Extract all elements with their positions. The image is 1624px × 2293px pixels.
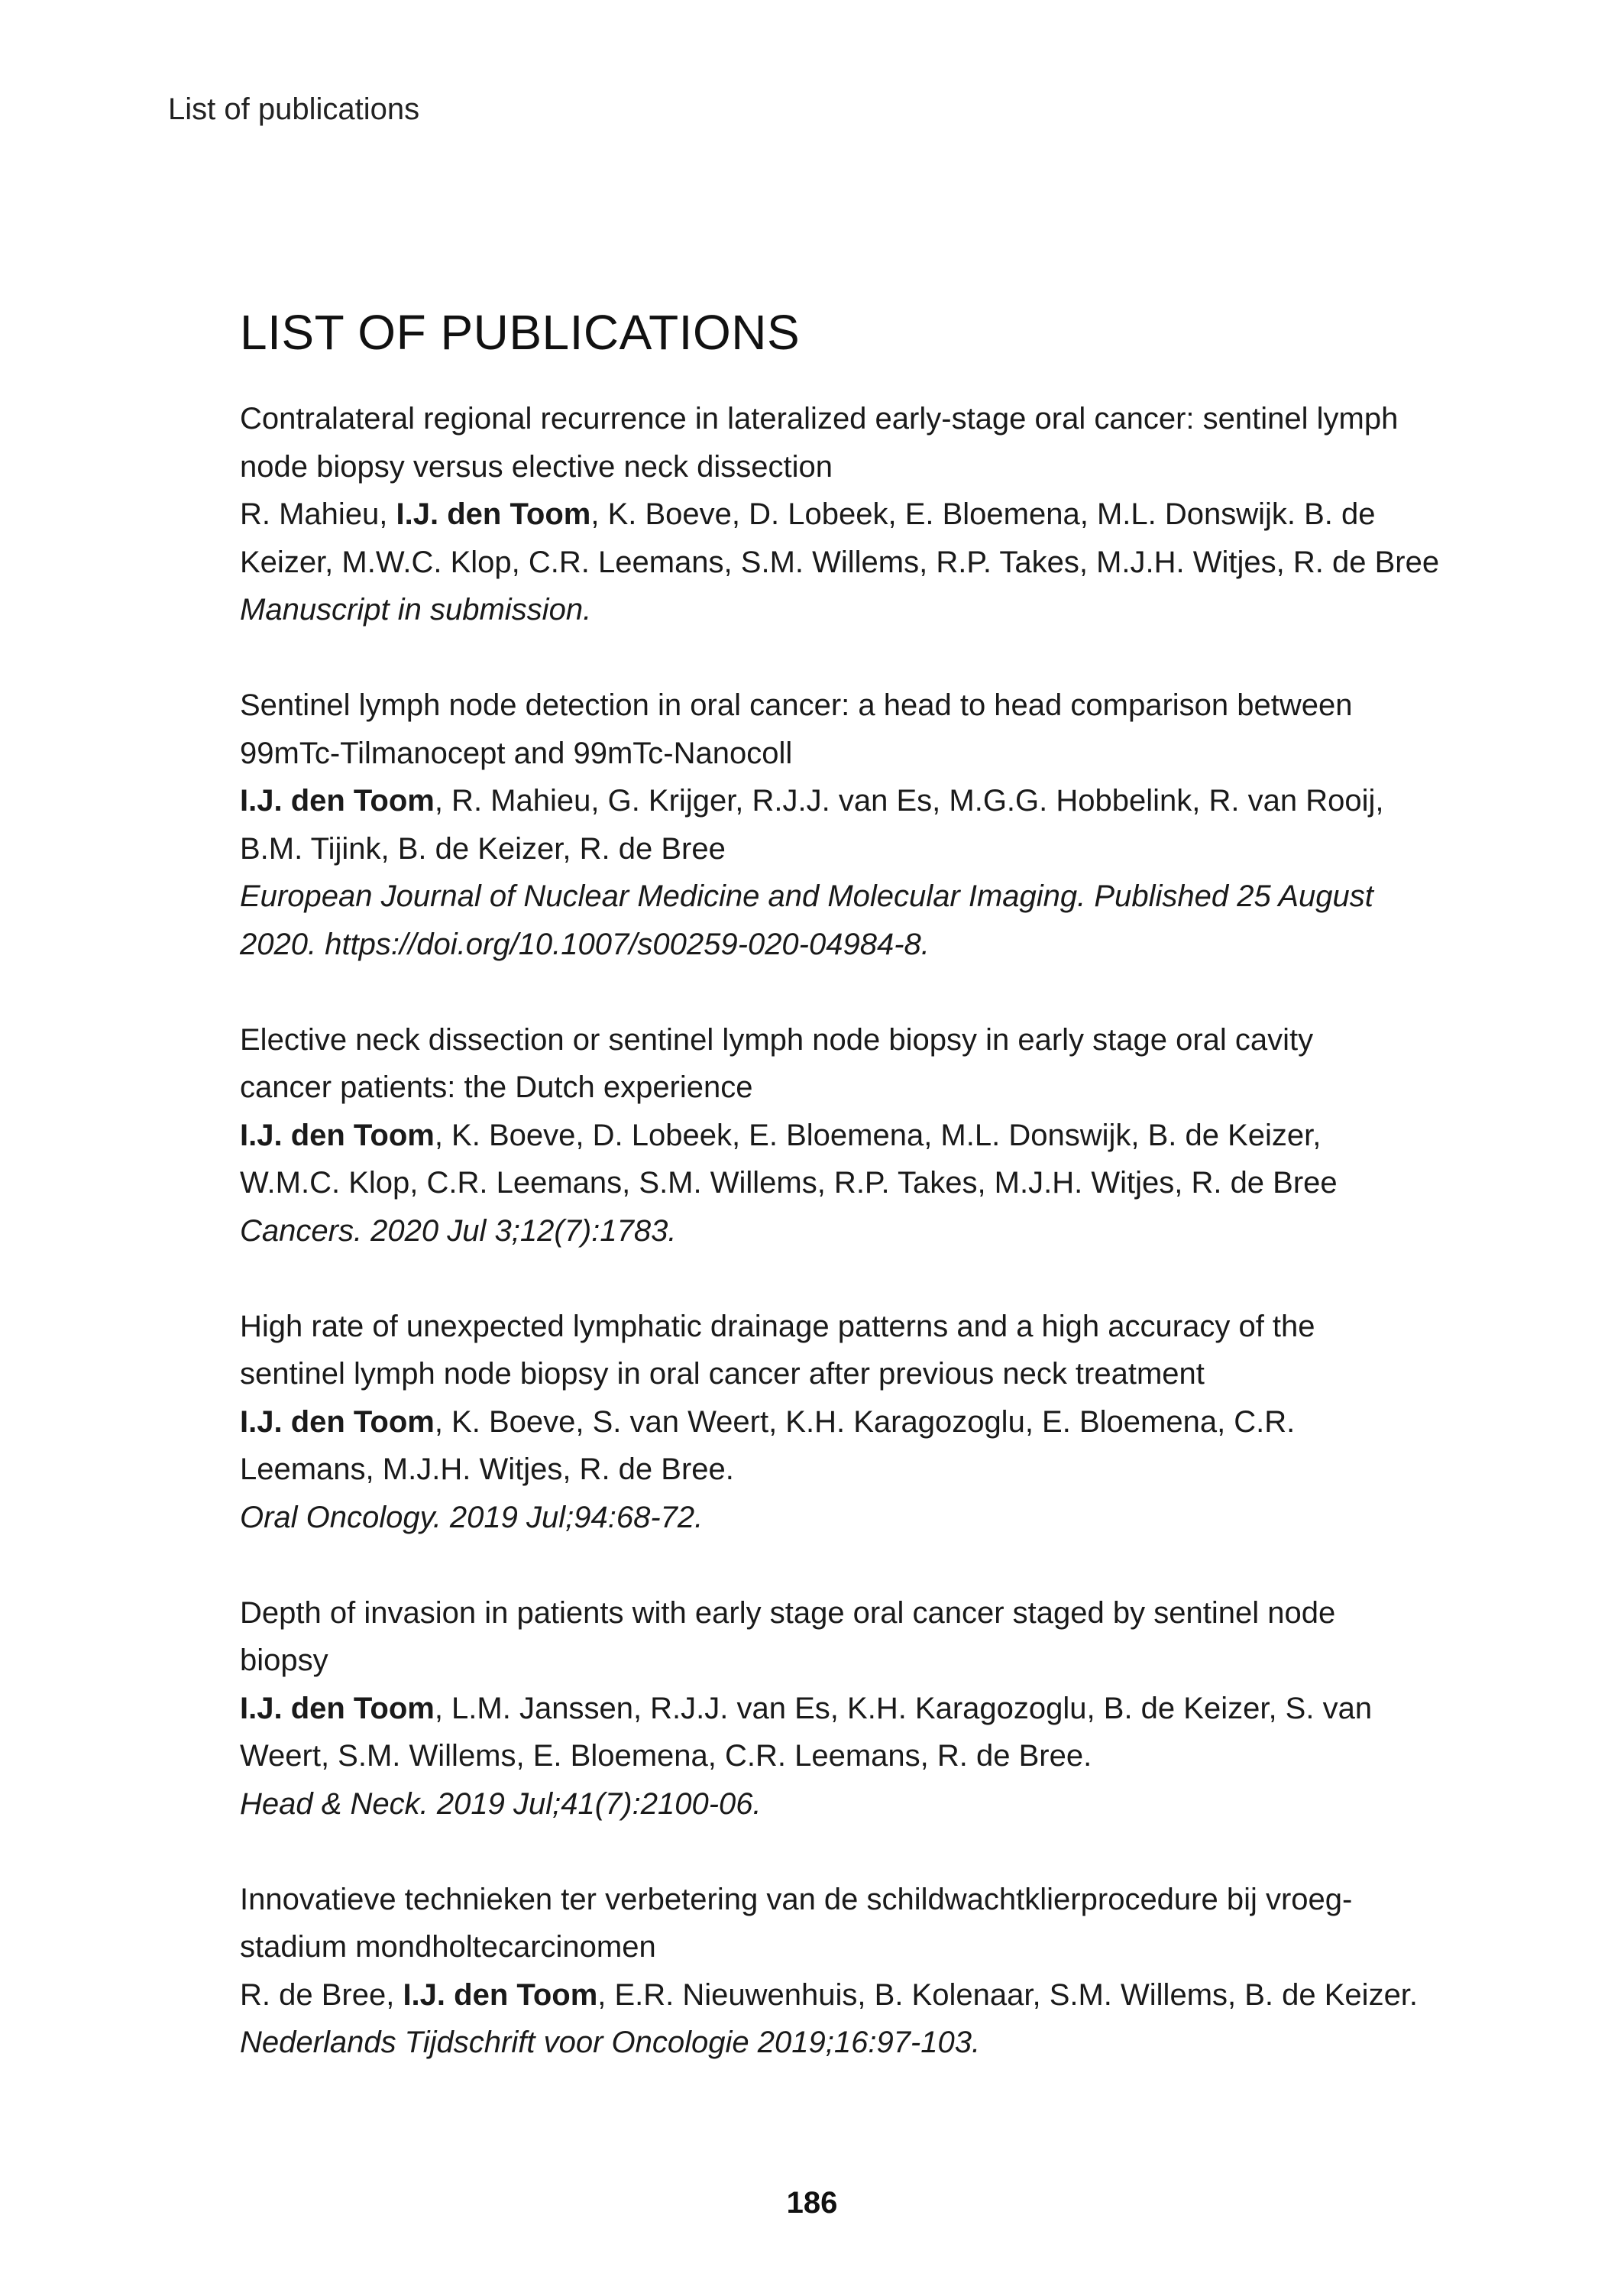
publication-authors-line: Weert, S.M. Willems, E. Bloemena, C.R. Leemans, R. de Bree. <box>240 1739 1092 1773</box>
publication-journal-line: European Journal of Nuclear Medicine and Molecular Imaging. Published 25 August <box>240 879 1373 913</box>
highlighted-author: I.J. den Toom <box>240 1404 435 1439</box>
publication-authors-line: Keizer, M.W.C. Klop, C.R. Leemans, S.M. Willems, R.P. Takes, M.J.H. Witjes, R. de Bree <box>240 545 1440 579</box>
publication-title-line: cancer patients: the Dutch experience <box>240 1070 753 1104</box>
publication-list <box>240 302 1440 2114</box>
publication-title-line: 99mTc-Tilmanocept and 99mTc-Nanocoll <box>240 736 793 770</box>
publication-title-line: Innovatieve technieken ter verbetering van de schildwachtklierprocedure bij vroeg- <box>240 1882 1353 1916</box>
publication-journal-line: Head & Neck. 2019 Jul;41(7):2100-06. <box>240 1786 762 1821</box>
publication-authors-line: B.M. Tijink, B. de Keizer, R. de Bree <box>240 831 726 866</box>
publication-authors-line: I.J. den Toom, K. Boeve, S. van Weert, K.H. Karagozoglu, E. Bloemena, C.R. <box>240 1404 1296 1439</box>
highlighted-author: I.J. den Toom <box>396 497 591 531</box>
publication-authors-line: R. de Bree, I.J. den Toom, E.R. Nieuwenhuis, B. Kolenaar, S.M. Willems, B. de Keizer. <box>240 1977 1419 2012</box>
publication-title-line: Elective neck dissection or sentinel lymph node biopsy in early stage oral cavity <box>240 1022 1314 1057</box>
publication-title-line: High rate of unexpected lymphatic drainage patterns and a high accuracy of the <box>240 1309 1315 1343</box>
highlighted-author: I.J. den Toom <box>403 1977 598 2012</box>
publication-title-line: biopsy <box>240 1644 328 1677</box>
publication-entry <box>240 1016 1432 1255</box>
publication-authors-line: R. Mahieu, I.J. den Toom, K. Boeve, D. Lobeek, E. Bloemena, M.L. Donswijk. B. de <box>240 497 1376 531</box>
running-header: List of publications <box>168 92 420 126</box>
publication-authors-line: Leemans, M.J.H. Witjes, R. de Bree. <box>240 1453 734 1486</box>
publication-journal-line: 2020. https://doi.org/10.1007/s00259-020-04984-8. <box>240 927 930 961</box>
publication-entry <box>240 682 1432 968</box>
publication-journal-line: Oral Oncology. 2019 Jul;94:68-72. <box>240 1500 704 1534</box>
publication-title-line: Depth of invasion in patients with early stage oral cancer staged by sentinel node <box>240 1595 1336 1630</box>
publication-journal-line: Cancers. 2020 Jul 3;12(7):1783. <box>240 1213 677 1248</box>
publication-authors-line: W.M.C. Klop, C.R. Leemans, S.M. Willems, R.P. Takes, M.J.H. Witjes, R. de Bree <box>240 1166 1338 1200</box>
publication-title-line: stadium mondholtecarcinomen <box>240 1930 656 1964</box>
publication-journal-line: Manuscript in submission. <box>240 593 592 627</box>
publication-journal-line: Nederlands Tijdschrift voor Oncologie 2019;16:97-103. <box>240 2026 981 2059</box>
publication-authors-line: I.J. den Toom, K. Boeve, D. Lobeek, E. Bloemena, M.L. Donswijk, B. de Keizer, <box>240 1118 1322 1152</box>
publication-authors-line: I.J. den Toom, R. Mahieu, G. Krijger, R.J.J. van Es, M.G.G. Hobbelink, R. van Rooij, <box>240 784 1384 818</box>
page-number: 186 <box>786 2186 838 2220</box>
publication-entry <box>240 1876 1432 2067</box>
publication-authors-line: I.J. den Toom, L.M. Janssen, R.J.J. van Es, K.H. Karagozoglu, B. de Keizer, S. van <box>240 1691 1373 1725</box>
highlighted-author: I.J. den Toom <box>240 1118 435 1152</box>
highlighted-author: I.J. den Toom <box>240 784 435 818</box>
publication-entry <box>240 1589 1432 1828</box>
highlighted-author: I.J. den Toom <box>240 1691 435 1725</box>
publication-title-line: node biopsy versus elective neck dissection <box>240 449 833 484</box>
publication-title-line: Contralateral regional recurrence in lateralized early-stage oral cancer: sentinel lymph <box>240 402 1399 436</box>
publication-entry <box>240 395 1440 634</box>
publication-entry <box>240 1303 1432 1542</box>
publication-title-line: Sentinel lymph node detection in oral cancer: a head to head comparison between <box>240 688 1353 722</box>
publication-title-line: sentinel lymph node biopsy in oral cancer after previous neck treatment <box>240 1357 1205 1391</box>
page-title: LIST OF PUBLICATIONS <box>240 305 801 360</box>
